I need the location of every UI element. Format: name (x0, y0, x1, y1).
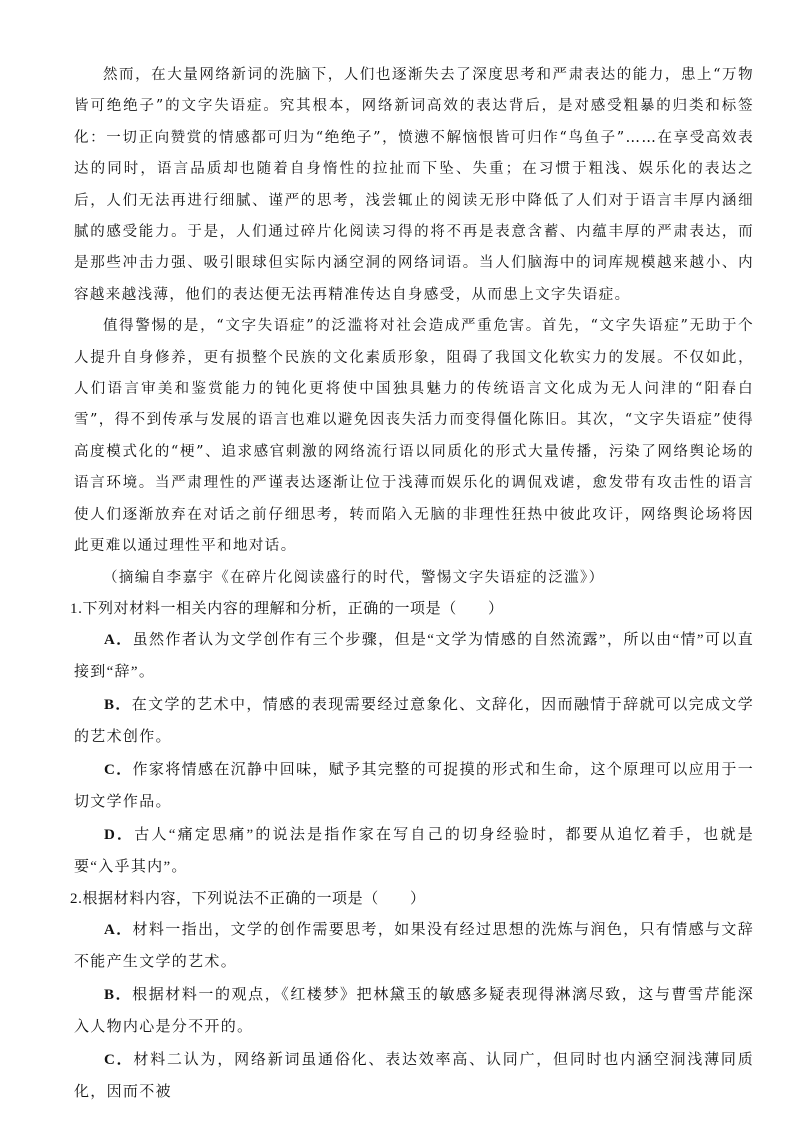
option-letter: C． (104, 1051, 134, 1068)
questions-section (70, 594, 755, 1109)
option-a (74, 914, 754, 979)
option-letter: B． (104, 986, 133, 1003)
option-b (74, 979, 754, 1044)
option-d (74, 819, 754, 884)
option-text: 材料一指出，文学的创作需要思考，如果没有经过思想的洗炼与润色，只有情感与文辞不能产生文学的艺术。 (74, 921, 754, 971)
passage-paragraph-1: 然而，在大量网络新词的洗脑下，人们也逐渐失去了深度思考和严肃表达的能力，患上“万物皆可绝绝子”的文字失语症。究其根本，网络新词高效的表达背后，是对感受粗暴的归类和标签化：一切正向赞赏的情感都可归为“绝绝子”，愤懑不解恼恨皆可归作“鸟鱼子”……在享受高效表达的同时，语言品质却也随着自身惰性的拉扯而下坠、失重；在习惯于粗浅、娱乐化的表达之后，人们无法再进行细腻、谨严的思考，浅尝辄止的阅读无形中降低了人们对于语言丰厚内涵细腻的感受能力。于是，人们通过碎片化阅读习得的将不再是表意含蓄、内蕴丰厚的严肃表达，而是那些冲击力强、吸引眼球但实际内涵空洞的网络词语。当人们脑海中的词库规模越来越小、内容越来越浅薄，他们的表达便无法再精准传达自身感受，从而患上文字失语症。 (74, 67, 754, 303)
reading-passage (74, 60, 754, 594)
option-letter: C． (104, 761, 133, 778)
option-text: 材料二认为，网络新词虽通俗化、表达效率高、认同广，但同时也内涵空洞浅薄同质化，因而不被 (74, 1051, 754, 1101)
exam-page (70, 60, 755, 1109)
option-c (74, 754, 754, 819)
option-c (74, 1044, 754, 1109)
option-letter: B． (104, 696, 132, 713)
option-text: 作家将情感在沉静中回味，赋予其完整的可捉摸的形式和生命，这个原理可以应用于一切文学作品。 (74, 761, 754, 811)
option-a (74, 624, 754, 689)
option-letter: A． (104, 921, 133, 938)
passage-paragraph-2: 值得警惕的是，“文字失语症”的泛滥将对社会造成严重危害。首先，“文字失语症”无助于个人提升自身修养，更有损整个民族的文化素质形象，阻碍了我国文化软实力的发展。不仅如此，人们语言审美和鉴赏能力的钝化更将使中国独具魅力的传统语言文化成为无人问津的“阳春白雪”，得不到传承与发展的语言也难以避免因丧失活力而变得僵化陈旧。其次，“文字失语症”使得高度模式化的“梗”、追求感官刺激的网络流行语以同质化的形式大量传播，污染了网络舆论场的语言环境。当严肃理性的严谨表达逐渐让位于浅薄而娱乐化的调侃戏谑，愈发带有攻击性的语言使人们逐渐放弃在对话之前仔细思考，转而陷入无脑的非理性狂热中彼此攻讦，网络舆论场将因此更难以通过理性平和地对话。 (74, 318, 754, 555)
passage-source: （摘编自李嘉宇《在碎片化阅读盛行的时代，警惕文字失语症的泛滥》） (103, 569, 605, 586)
option-text: 根据材料一的观点，《红楼梦》把林黛玉的敏感多疑表现得淋漓尽致，这与曹雪芹能深入人物内心是分不开的。 (74, 986, 755, 1036)
option-b (74, 689, 754, 754)
question-1 (70, 594, 755, 884)
option-text: 古人“痛定思痛”的说法是指作家在写自己的切身经验时，都要从追忆着手，也就是要“入乎其内”。 (74, 826, 755, 876)
option-letter: A． (104, 631, 133, 648)
option-text: 在文学的艺术中，情感的表现需要经过意象化、文辞化，因而融情于辞就可以完成文学的艺术创作。 (74, 696, 755, 746)
option-text: 虽然作者认为文学创作有三个步骤，但是“文学为情感的自然流露”，所以由“情”可以直接到“辞”。 (74, 631, 754, 681)
option-letter: D． (104, 826, 135, 843)
question-stem: 2.根据材料内容，下列说法不正确的一项是（ ） (70, 890, 426, 907)
question-stem: 1.下列对材料一相关内容的理解和分析，正确的一项是（ ） (70, 600, 504, 617)
question-2 (70, 884, 755, 1109)
